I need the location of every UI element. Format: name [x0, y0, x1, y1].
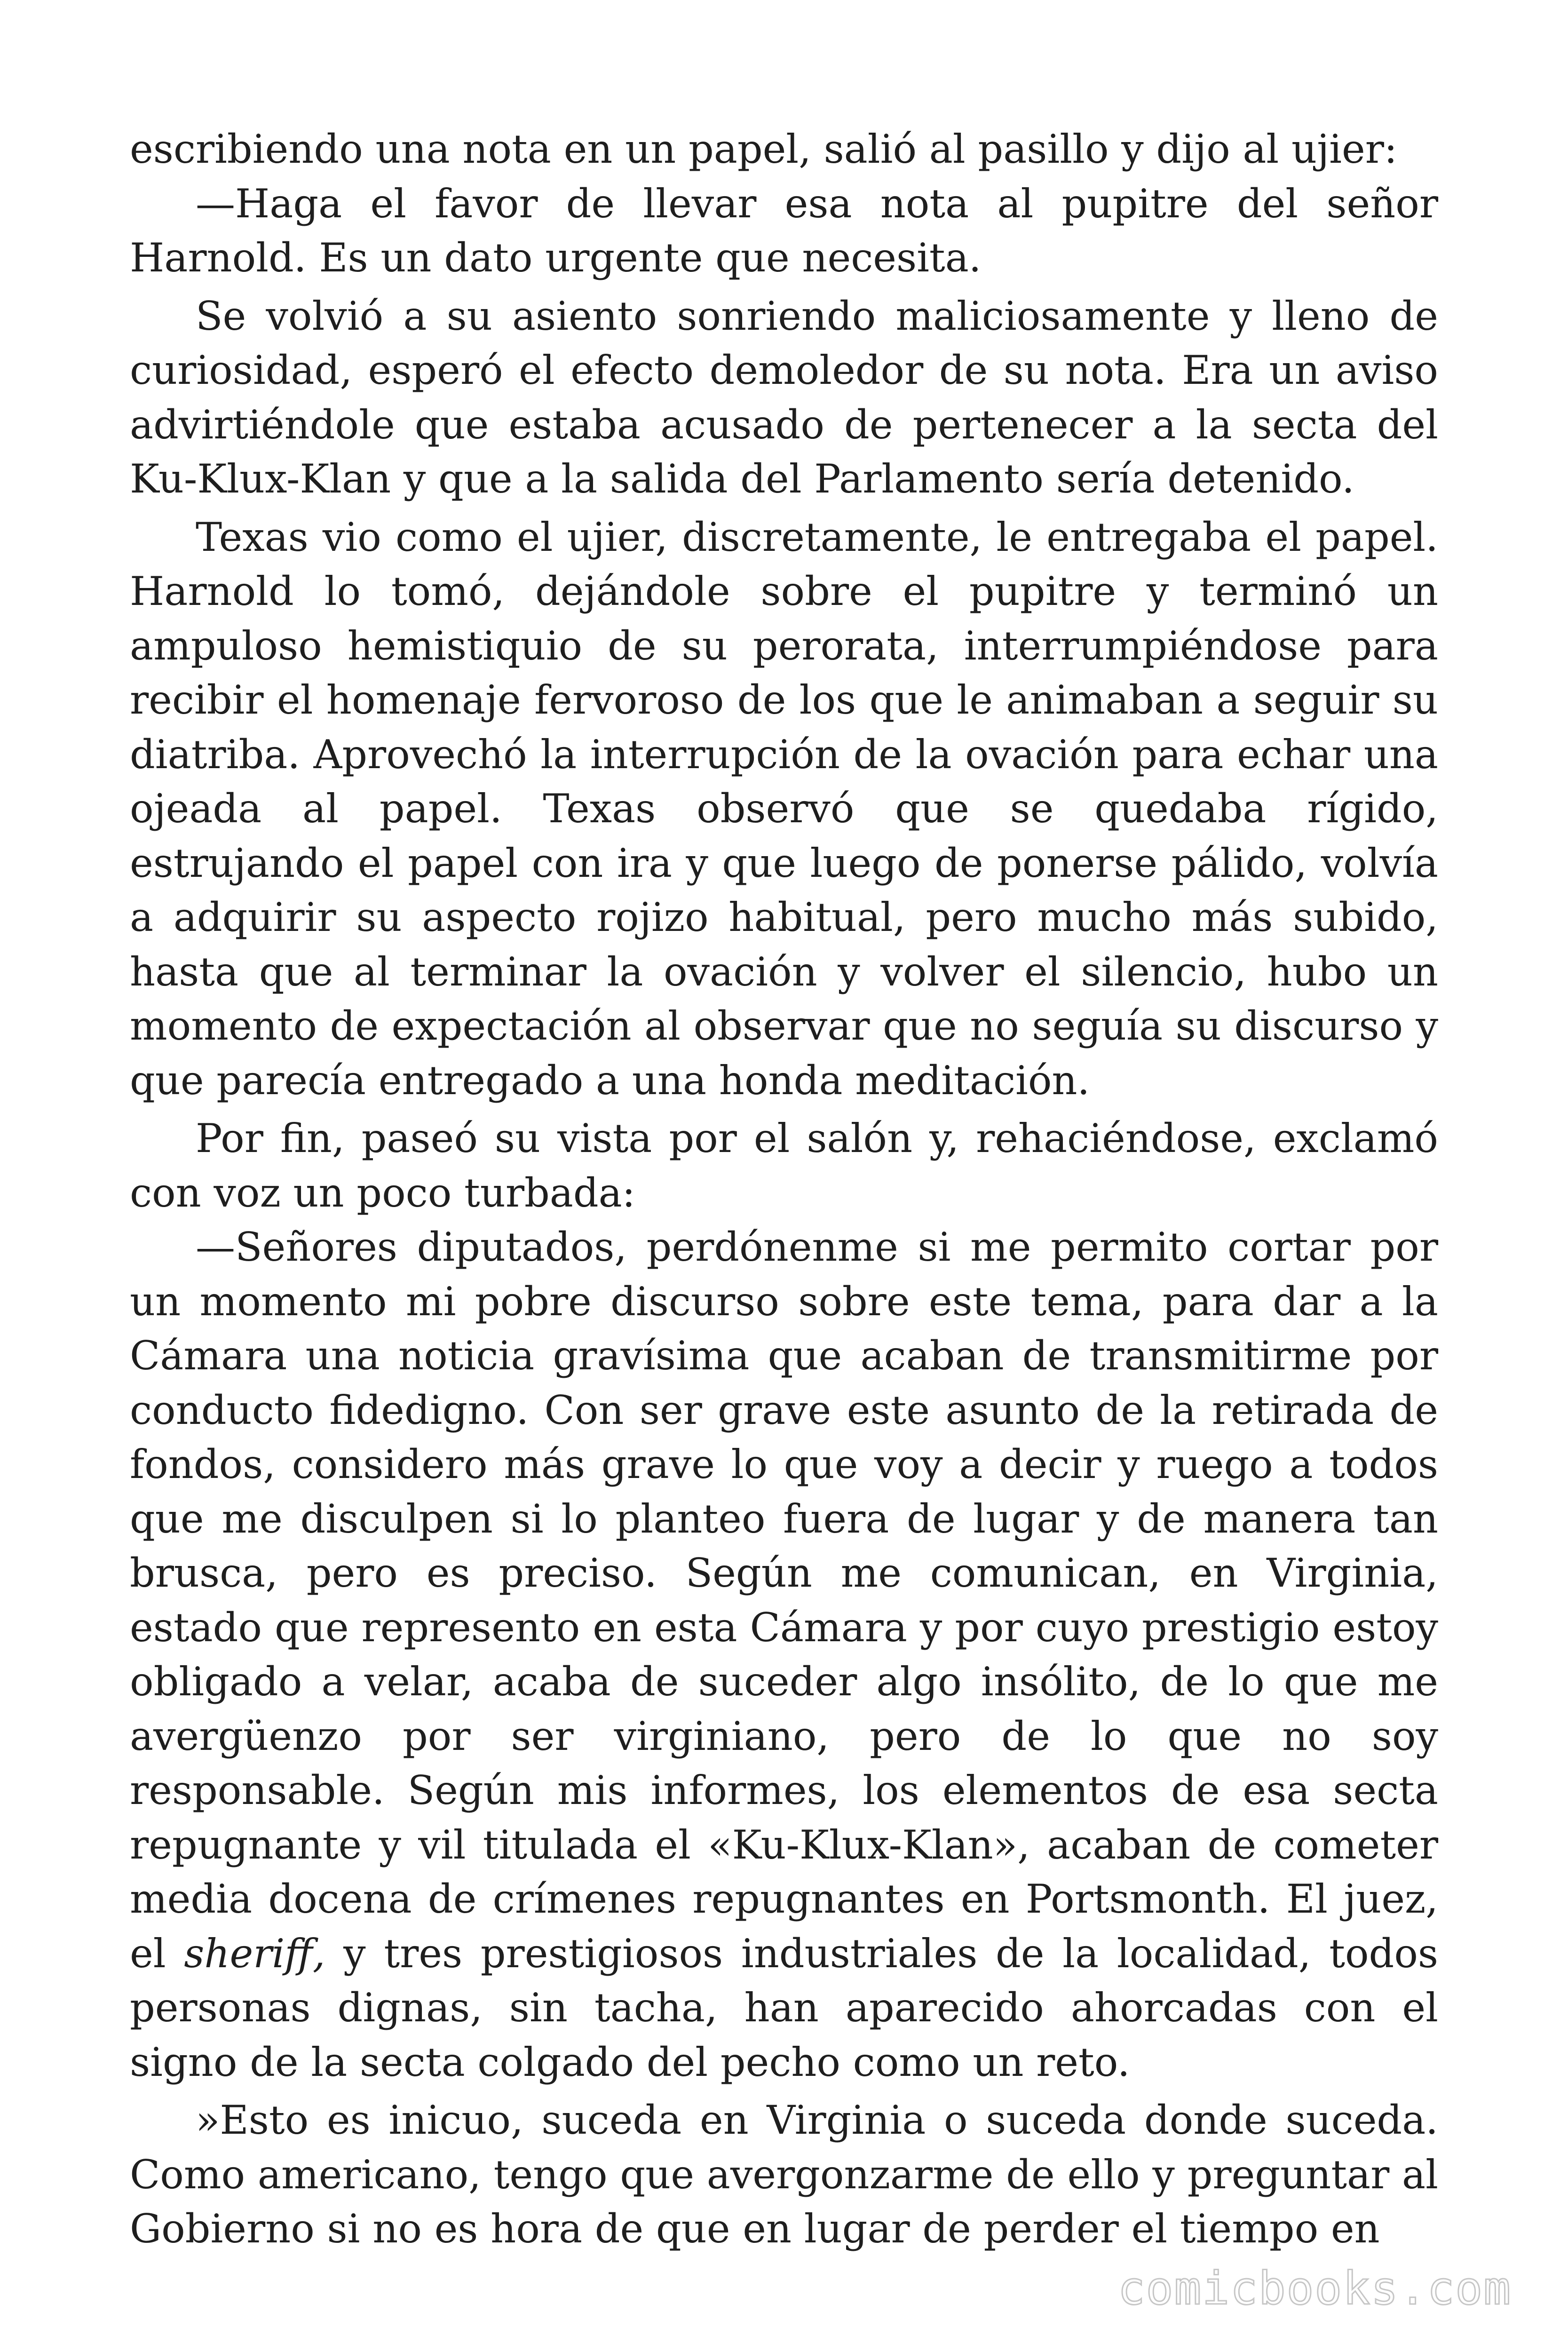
paragraph-5: Por fin, paseó su vista por el salón y, rehaciéndose, exclamó con voz un poco turbada:	[130, 1115, 1438, 1216]
watermark: comicbooks.com	[1117, 2262, 1512, 2315]
paragraph-3: Se volvió a su asiento sonriendo maliciosamente y lleno de curiosidad, esperó el efecto demoledor de su nota. Era un aviso advirtiéndole que estaba acusado de pertenecer a la secta del Ku-Klux-Klan y que a la salida del Parlamento sería detenido.	[130, 293, 1438, 502]
paragraph-7: »Esto es inicuo, suceda en Virginia o suceda donde suceda. Como americano, tengo que avergonzarme de ello y preguntar al Gobierno si no es hora de que en lugar de perder el tiempo en	[130, 2097, 1438, 2252]
paragraph-2: —Haga el favor de llevar esa nota al pupitre del señor Harnold. Es un dato urgente que necesita.	[130, 180, 1438, 281]
paragraph-6-after: y tres prestigiosos industriales de la localidad, todos personas dignas, sin tacha, han aparecido ahorcadas con el signo de la secta colgado del pecho como un reto.	[130, 1930, 1438, 2085]
page-text	[130, 122, 1438, 2257]
paragraph-4: Texas vio como el ujier, discretamente, le entregaba el papel. Harnold lo tomó, dejándole sobre el pupitre y terminó un ampuloso hemistiquio de su perorata, interrumpiéndose para recibir el homenaje fervoroso de los que le animaban a seguir su diatriba. Aprovechó la interrupción de la ovación para echar una ojeada al papel. Texas observó que se quedaba rígido, estrujando el papel con ira y que luego de ponerse pálido, volvía a adquirir su aspecto rojizo habitual, pero mucho más subido, hasta que al terminar la ovación y volver el silencio, hubo un momento de expectación al observar que no seguía su discurso y que parecía entregado a una honda meditación.	[130, 514, 1438, 1104]
paragraph-1: escribiendo una nota en un papel, salió al pasillo y dijo al ujier:	[130, 126, 1398, 172]
paragraph-6-before: —Señores diputados, perdónenme si me permito cortar por un momento mi pobre discurso sobre este tema, para dar a la Cámara una noticia gravísima que acaban de transmitirme por conducto fidedigno. Con ser grave este asunto de la retirada de fondos, considero más grave lo que voy a decir y ruego a todos que me disculpen si lo planteo fuera de lugar y de manera tan brusca, pero es preciso. Según me comunican, en Virginia, estado que represento en esta Cámara y por cuyo prestigio estoy obligado a velar, acaba de suceder algo insólito, de lo que me avergüenzo por ser virginiano, pero de lo que no soy responsable. Según mis informes, los elementos de esa secta repugnante y vil titulada el «Ku-Klux-Klan», acaban de cometer media docena de crímenes repugnantes en Portsmonth. El juez, el	[130, 1224, 1438, 1977]
paragraph-6	[130, 1220, 1438, 2090]
sheriff-emphasis: sheriff,	[184, 1930, 325, 1977]
